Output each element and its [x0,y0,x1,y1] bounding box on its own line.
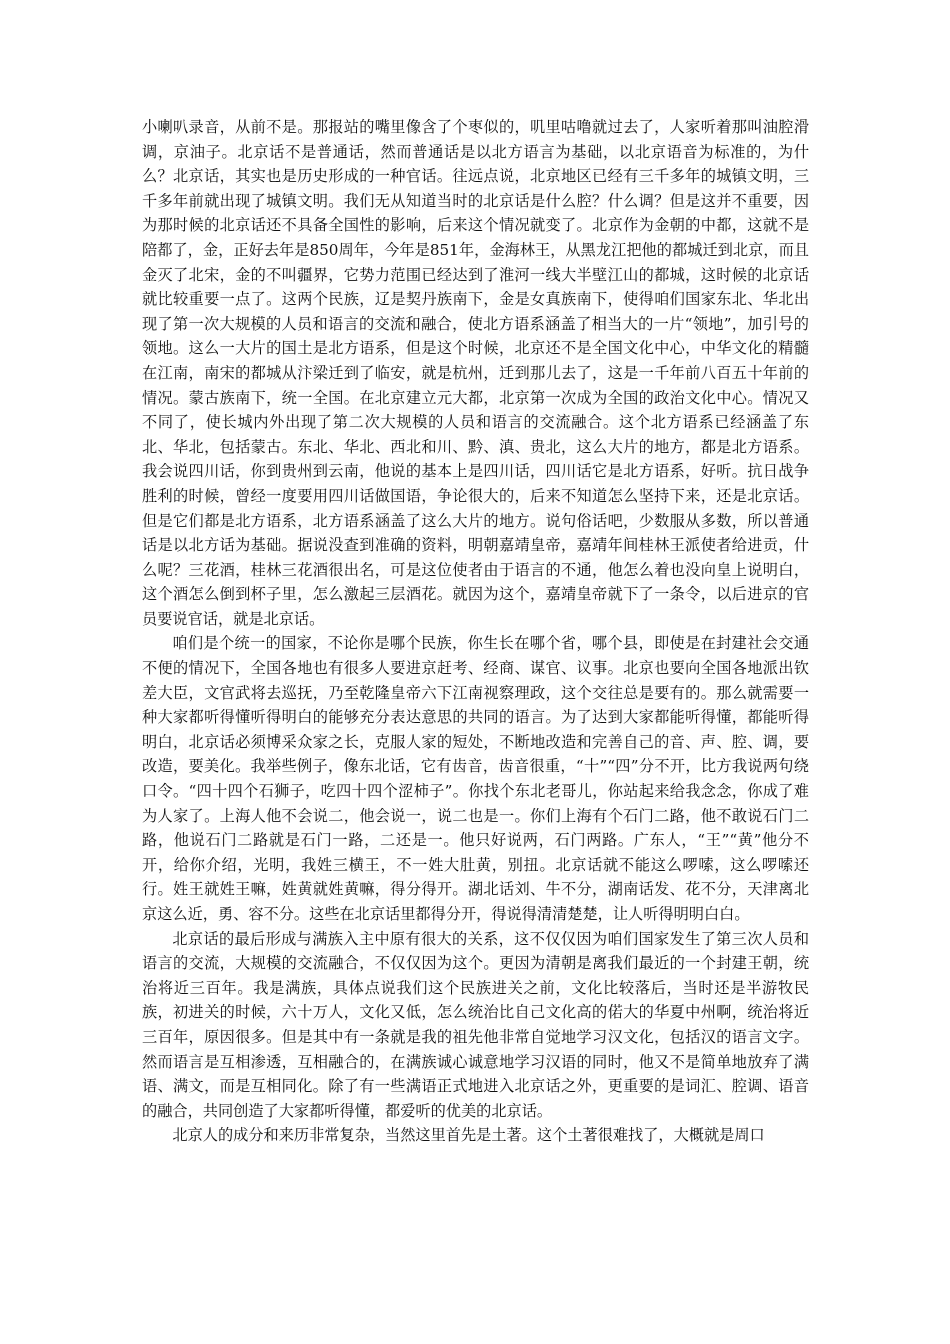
paragraph-3: 北京话的最后形成与满族入主中原有很大的关系，这不仅仅因为咱们国家发生了第三次人员和语言的交流，大规模的交流融合，不仅仅因为这个。更因为清朝是离我们最近的一个封建王朝，统治将近三百年。我是满族，具体点说我们这个民族进关之前，文化比较落后，当时还是半游牧民族，初进关的时候，六十万人，文化又低，怎么统治比自己文化高的偌大的华夏中州啊，统治将近三百年，原因很多。但是其中有一条就是我的祖先他非常自觉地学习汉文化，包括汉的语言文字。然而语言是互相渗透，互相融合的，在满族诚心诚意地学习汉语的同时，他又不是简单地放弃了满语、满文，而是互相同化。除了有一些满语正式地进入北京话之外，更重要的是词汇、腔调、语音的融合，共同创造了大家都听得懂，都爱听的优美的北京话。 [142,929,809,1120]
paragraph-4: 北京人的成分和来历非常复杂，当然这里首先是土著。这个土著很难找了，大概就是周口 [172,1126,765,1145]
paragraph-1: 小喇叭录音，从前不是。那报站的嘴里像含了个枣似的，叽里咕噜就过去了，人家听着那叫油腔滑调，京油子。北京话不是普通话，然而普通话是以北方语言为基础，以北京语音为标准的，为什么？北京话，其实也是历史形成的一种官话。往远点说，北京地区已经有三千多年的城镇文明，三千多年前就出现了城镇文明。我们无从知道当时的北京话是什么腔？什么调？但是这并不重要，因为那时候的北京话还不具备全国性的影响，后来这个情况就变了。北京作为金朝的中都，这就不是陪都了，金，正好去年是850周年，今年是851年，金海林王，从黑龙江把他的都城迁到北京，而且金灭了北宋，金的不叫疆界，它势力范围已经达到了淮河一线大半壁江山的都城，这时候的北京话就比较重要一点了。这两个民族，辽是契丹族南下，金是女真族南下，使得咱们国家东北、华北出现了第一次大规模的人员和语言的交流和融合，使北方语系涵盖了相当大的一片“领地”，加引号的领地。这么一大片的国土是北方语系，但是这个时候，北京还不是全国文化中心，中华文化的精髓在江南，南宋的都城从汴梁迁到了临安，就是杭州，迁到那儿去了，这是一千年前八百五十年前的情况。蒙古族南下，统一全国。在北京建立元大都，北京第一次成为全国的政治文化中心。情况又不同了，使长城内外出现了第二次大规模的人员和语言的交流融合。这个北方语系已经涵盖了东北、华北，包括蒙古。东北、华北、西北和川、黔、滇、贵北，这么大片的地方，都是北方语系。我会说四川话，你到贵州到云南，他说的基本上是四川话，四川话它是北方语系，好听。抗日战争胜利的时候，曾经一度要用四川话做国语，争论很大的，后来不知道怎么坚持下来，还是北京话。但是它们都是北方语系，北方语系涵盖了这么大片的地方。说句俗话吧，少数服从多数，所以普通话是以北方话为基础。据说没查到准确的资料，明朝嘉靖皇帝，嘉靖年间桂林王派使者给进贡，什么呢？三花酒，桂林三花酒很出名，可是这位使者由于语言的不通，他怎么着也没向皇上说明白，这个酒怎么倒到杯子里，怎么激起三层酒花。就因为这个，嘉靖皇帝就下了一条令，以后进京的官员要说官话，就是北京话。 [142,118,809,628]
paragraph-2: 咱们是个统一的国家，不论你是哪个民族，你生长在哪个省，哪个县，即使是在封建社会交通不便的情况下，全国各地也有很多人要进京赶考、经商、谋官、议事。北京也要向全国各地派出钦差大臣，文官武将去巡抚，乃至乾隆皇帝六下江南视察理政，这个交往总是要有的。那么就需要一种大家都听得懂听得明白的能够充分表达意思的共同的语言。为了达到大家都能听得懂，都能听得明白，北京话必须博采众家之长，克服人家的短处，不断地改造和完善自己的音、声、腔、调，要改造，要美化。我举些例子，像东北话，它有齿音，齿音很重，“十”“四”分不开，比方我说两句绕口令。“四十四个石狮子，吃四十四个涩柿子”。你找个东北老哥儿，你站起来给我念念，你成了难为人家了。上海人他不会说二，他会说一，说二也是一。你们上海有个石门二路，他不敢说石门二路，他说石门二路就是石门一路，二还是一。他只好说两，石门两路。广东人，“王”“黄”他分不开，给你介绍，光明，我姓三横王，不一姓大肚黄，别扭。北京话就不能这么啰嗦，这么啰嗦还行。姓王就姓王嘛，姓黄就姓黄嘛，得分得开。湖北话刘、牛不分，湖南话发、花不分，天津离北京这么近，勇、容不分。这些在北京话里都得分开，得说得清清楚楚，让人听得明明白白。 [142,634,809,923]
document-body [142,115,809,1148]
